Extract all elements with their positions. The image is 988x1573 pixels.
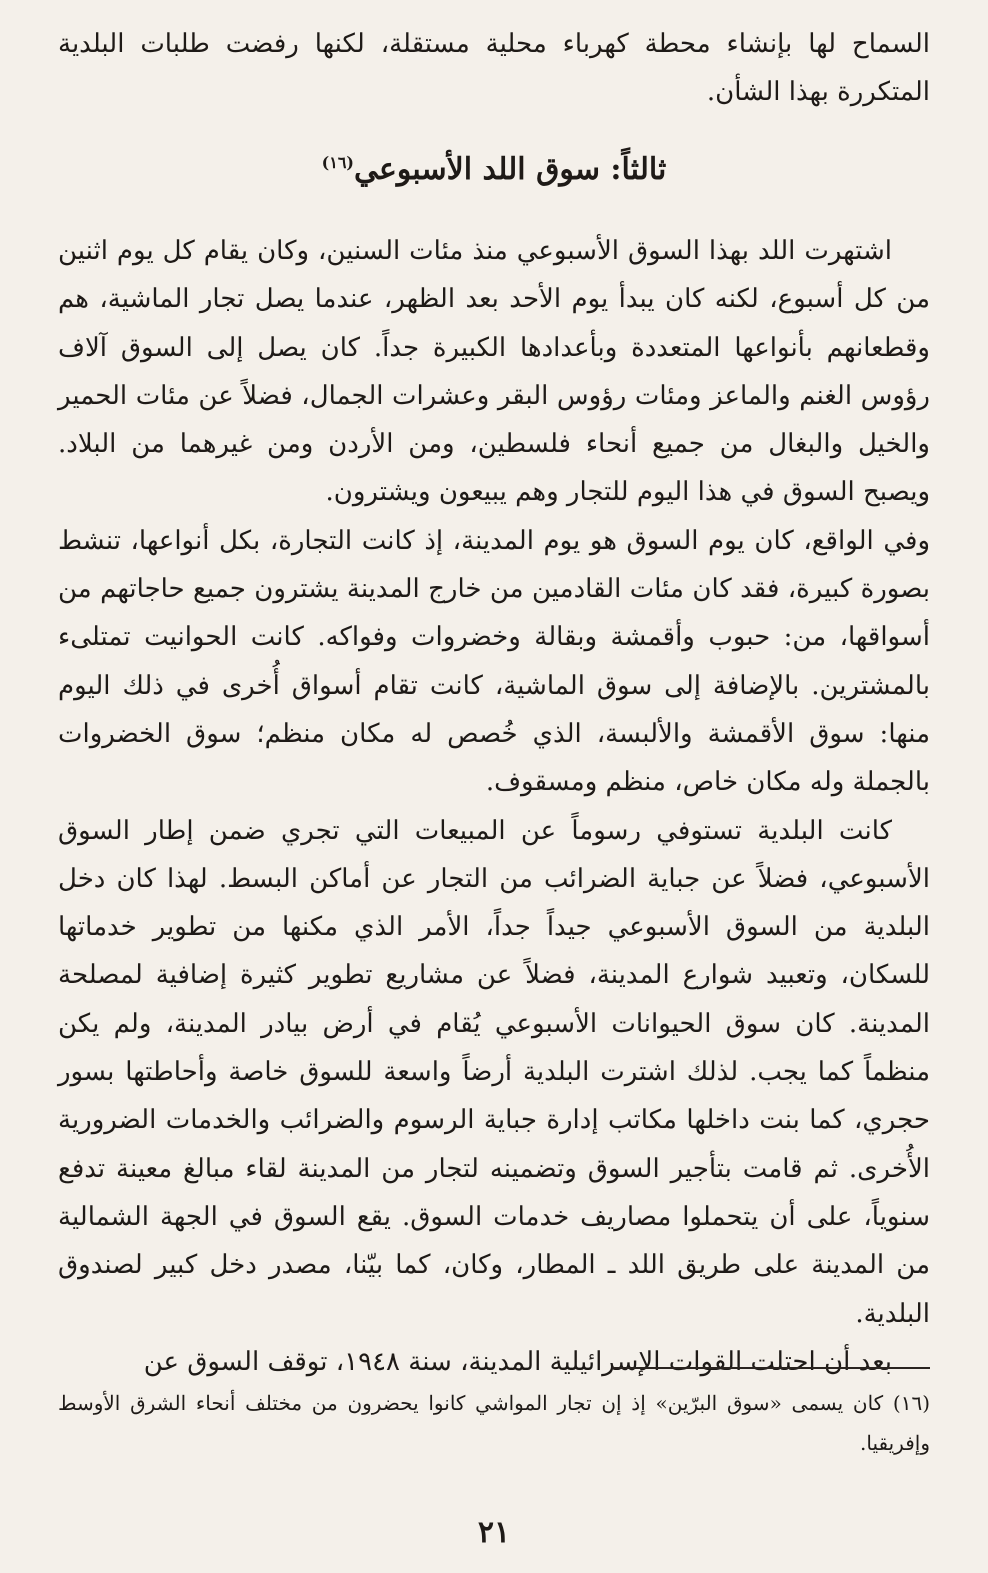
section-heading: [0, 152, 988, 187]
body-paragraph: كانت البلدية تستوفي رسوماً عن المبيعات التي تجري ضمن إطار السوق الأسبوعي، فضلاً عن جباية الضرائب من التجار عن أماكن البسط. لهذا كان دخل البلدية من السوق الأسبوعي جيداً جداً، الأمر الذي مكنها من تطوير خدماتها للسكان، وتعبيد شوارع المدينة، فضلاً عن مشاريع تطوير كثيرة إضافية لمصلحة المدينة. كان سوق الحيوانات الأسبوعي يُقام في أرض بيادر المدينة، ولم يكن منظماً كما يجب. لذلك اشترت البلدية أرضاً واسعة للسوق خاصة وأحاطتها بسور حجري، كما بنت داخلها مكاتب إدارة جباية الرسوم والضرائب والخدمات الضرورية الأُخرى. ثم قامت بتأجير السوق وتضمينه لتجار من المدينة لقاء مبالغ معينة تدفع سنوياً، على أن يتحملوا مصاريف خدمات السوق. يقع السوق في الجهة الشمالية من المدينة على طريق اللد ـ المطار، وكان، كما بيّنا، مصدر دخل كبير لصندوق البلدية.: [58, 815, 930, 1329]
body-paragraph: وفي الواقع، كان يوم السوق هو يوم المدينة، إذ كانت التجارة، بكل أنواعها، تنشط بصورة كبيرة، فقد كان مئات القادمين من خارج المدينة يشترون جميع حاجاتهم من أسواقها، من: حبوب وأقمشة وبقالة وخضروات وفواكه. كانت الحوانيت تمتلىء بالمشترين. بالإضافة إلى سوق الماشية، كانت تقام أسواق أُخرى في ذلك اليوم منها: سوق الأقمشة والألبسة، الذي خُصص له مكان منظم؛ سوق الخضروات بالجملة وله مكان خاص، منظم ومسقوف.: [58, 525, 930, 798]
body-paragraph: اشتهرت اللد بهذا السوق الأسبوعي منذ مئات السنين، وكان يقام كل يوم اثنين من كل أسبوع، لكنه كان يبدأ يوم الأحد بعد الظهر، عندما يصل تجار الماشية، هم وقطعانهم بأنواعها المتعددة وبأعدادها الكبيرة جداً. كان يصل إلى السوق آلاف رؤوس الغنم والماعز ومئات رؤوس البقر وعشرات الجمال، فضلاً عن مئات الحمير والخيل والبغال من جميع أنحاء فلسطين، ومن الأردن ومن غيرهما من البلاد. ويصبح السوق في هذا اليوم للتجار وهم يبيعون ويشترون.: [58, 236, 931, 508]
continued-text-block: [58, 20, 930, 117]
body-text-block: [58, 227, 930, 1386]
section-heading-title: ثالثاً: سوق اللد الأسبوعي: [354, 152, 667, 187]
footnote-separator: [612, 1367, 930, 1369]
body-paragraph: بعد أن احتلت القوات الإسرائيلية المدينة، سنة ١٩٤٨، توقف السوق عن: [143, 1346, 892, 1377]
footnote-reference: (١٦): [321, 153, 354, 172]
page-number: ٢١: [477, 1515, 511, 1550]
continued-paragraph: السماح لها بإنشاء محطة كهرباء محلية مستقلة، لكنها رفضت طلبات البلدية المتكررة بهذا الشأن.: [58, 29, 930, 108]
footnote: (١٦) كان يسمى «سوق البرّين» إذ إن تجار المواشي كانوا يحضرون من مختلف أنحاء الشرق الأوسط وإفريقيا.: [58, 1391, 930, 1455]
